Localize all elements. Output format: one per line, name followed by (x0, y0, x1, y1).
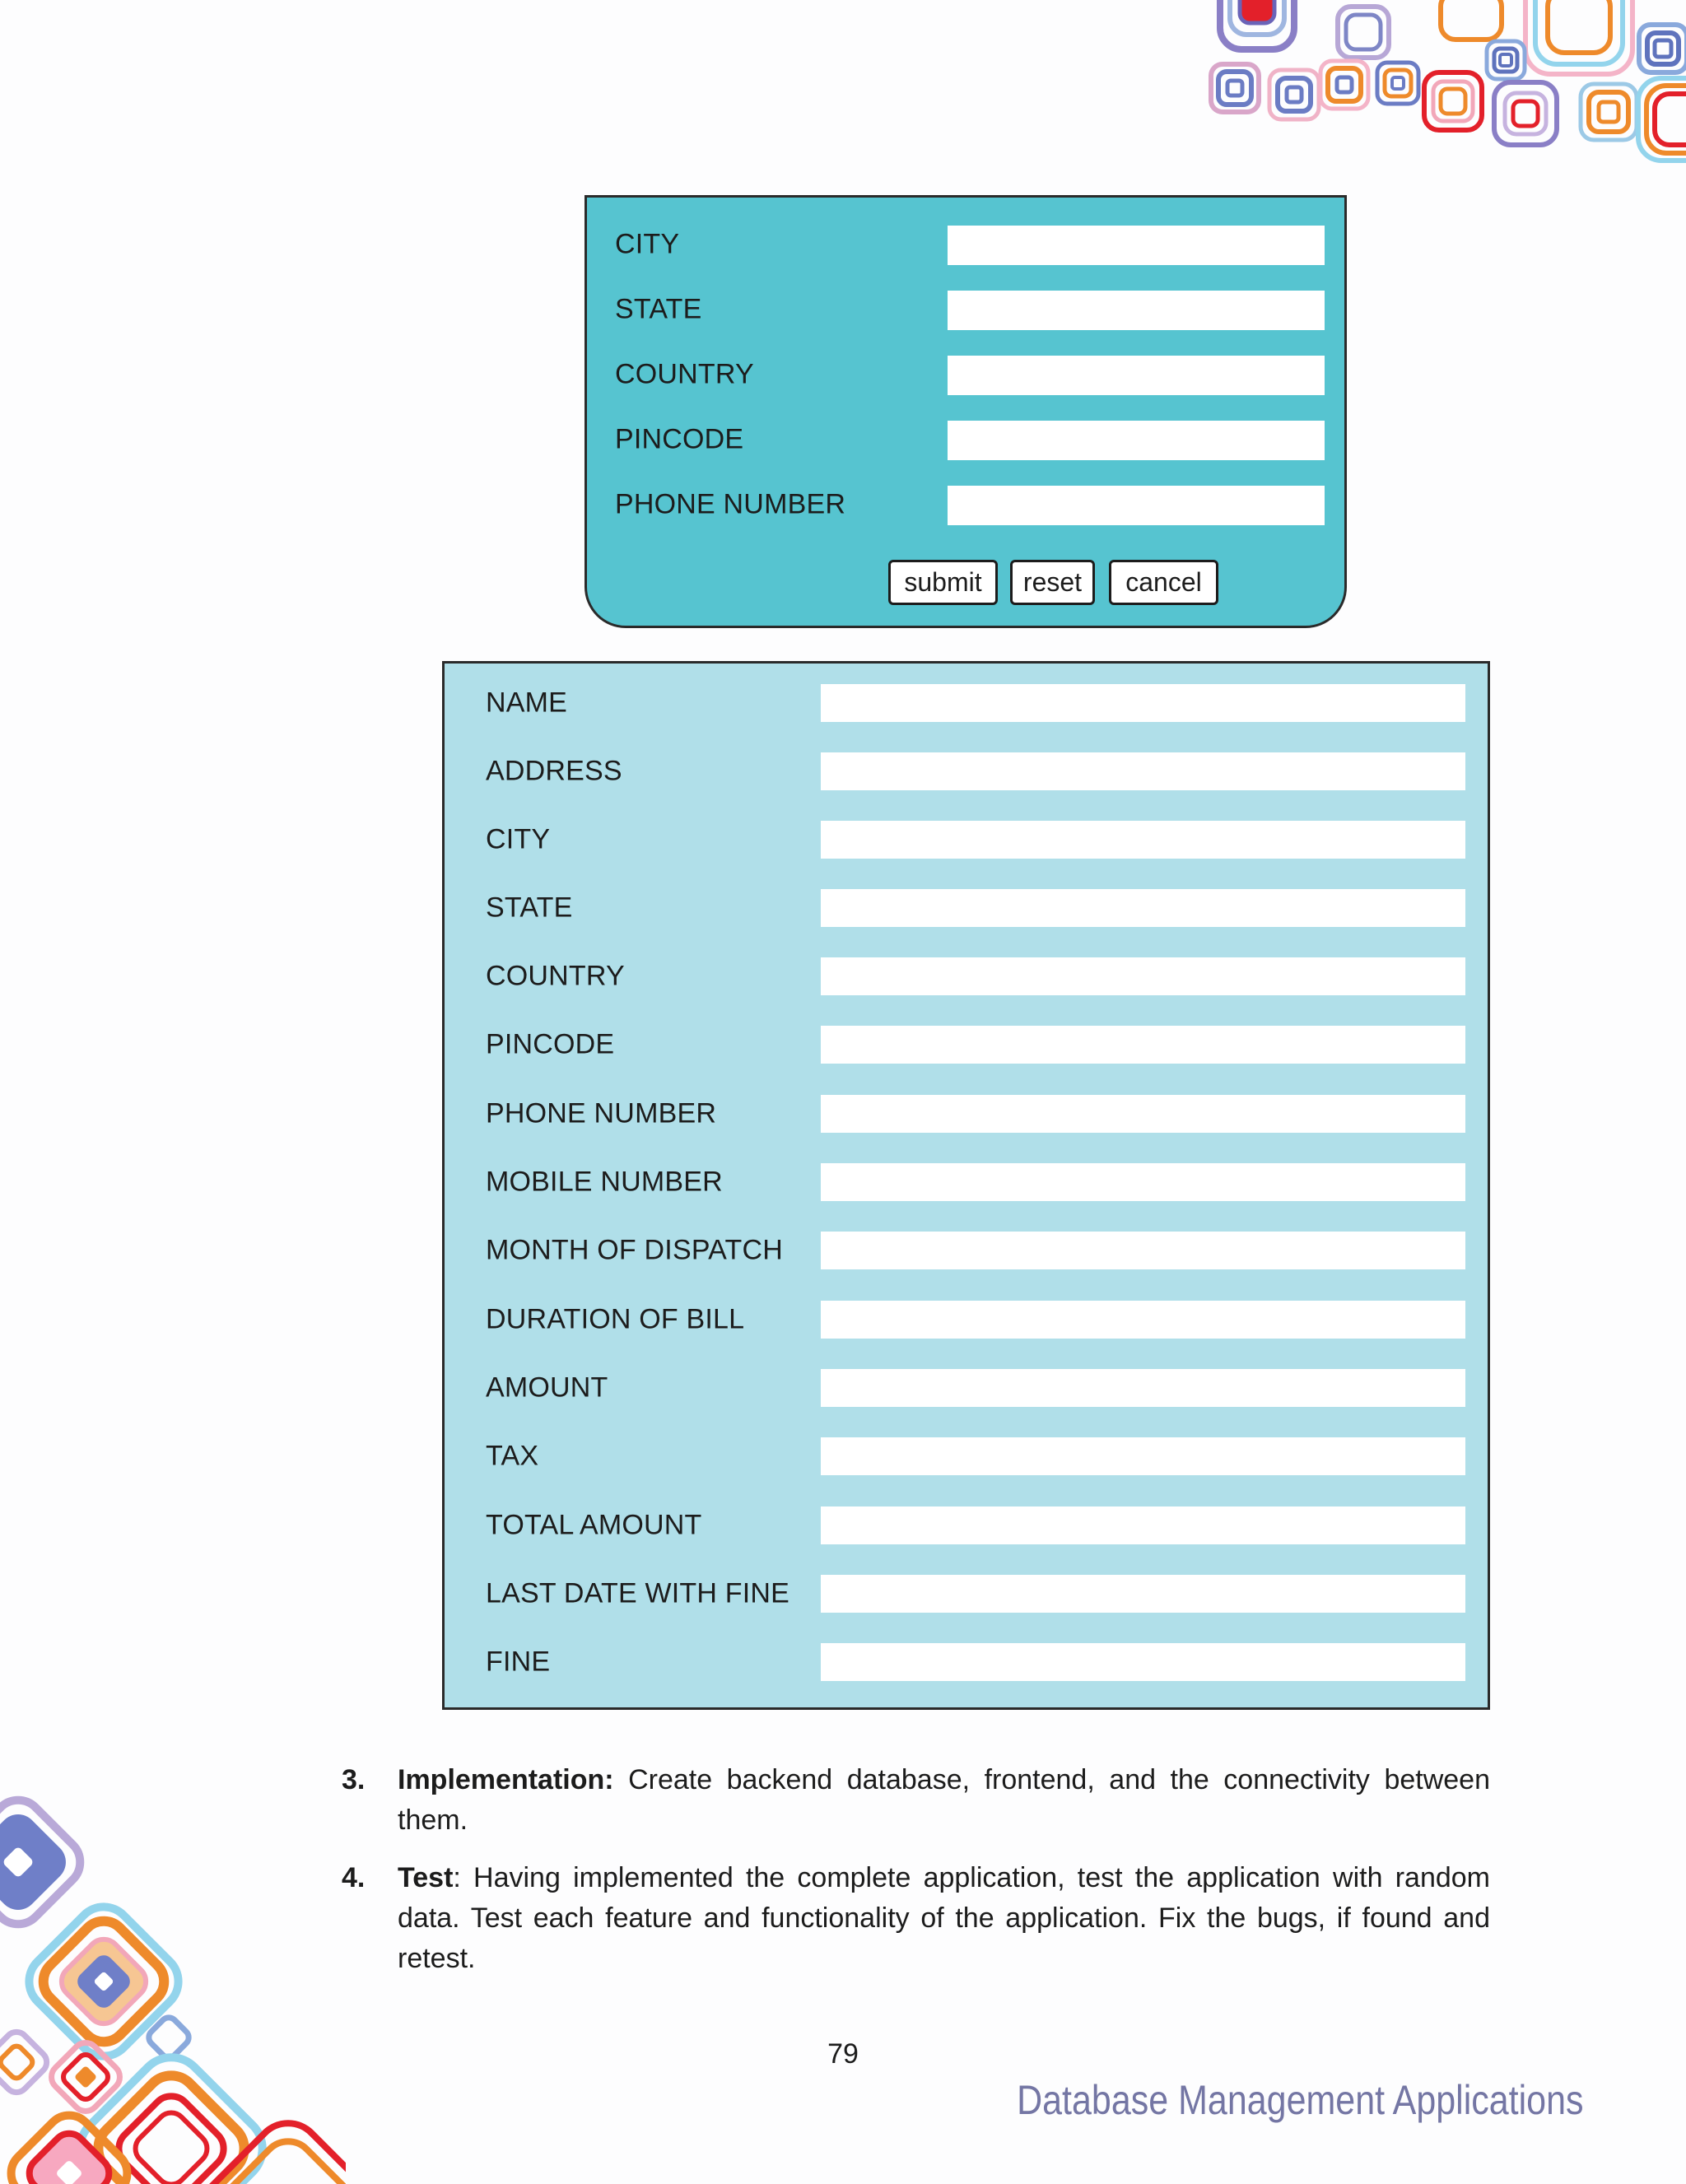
state-field[interactable] (821, 889, 1465, 927)
country-field[interactable] (948, 356, 1325, 395)
form-row-city (445, 821, 1488, 859)
form-row-fine (445, 1643, 1488, 1681)
form-row-address (445, 752, 1488, 790)
page-number: 79 (827, 2038, 859, 2070)
mobile-number-field[interactable] (821, 1163, 1465, 1201)
field-label: TOTAL AMOUNT (486, 1509, 702, 1541)
bill-form (442, 661, 1490, 1710)
decorative-squares-top-right (1202, 0, 1686, 165)
field-label: DURATION OF BILL (486, 1303, 745, 1335)
submit-button[interactable]: submit (888, 560, 998, 605)
field-label: FINE (486, 1646, 551, 1678)
field-label: MOBILE NUMBER (486, 1166, 723, 1198)
step-number: 4. (342, 1862, 366, 1893)
step-title: Implementation: (398, 1764, 614, 1795)
month-of-dispatch-field[interactable] (821, 1232, 1465, 1269)
city-field[interactable] (821, 821, 1465, 859)
form-row-phone-number (587, 486, 1344, 524)
form-row-last-date-with-fine (445, 1575, 1488, 1613)
step-text (398, 1858, 1490, 1979)
cancel-button[interactable]: cancel (1109, 560, 1218, 605)
step-list (342, 1760, 1490, 1996)
form-row-phone-number (445, 1095, 1488, 1133)
step-text (398, 1760, 1490, 1841)
form-row-tax (445, 1437, 1488, 1475)
phone-number-field[interactable] (821, 1095, 1465, 1133)
name-field[interactable] (821, 684, 1465, 722)
field-label: COUNTRY (615, 358, 754, 390)
state-field[interactable] (948, 291, 1325, 330)
decorative-diamonds-bottom-left (0, 1795, 346, 2184)
step-title: Test (398, 1862, 454, 1893)
address-form (585, 195, 1347, 628)
form-row-month-of-dispatch (445, 1232, 1488, 1269)
field-label: TAX (486, 1440, 539, 1472)
form-row-city (587, 226, 1344, 263)
step-description: Create backend database, frontend, and the connectivity between them. (398, 1764, 1490, 1836)
form-row-amount (445, 1369, 1488, 1407)
field-label: PINCODE (486, 1028, 615, 1060)
form-row-state (445, 889, 1488, 927)
form-row-pincode (587, 421, 1344, 459)
field-label: PINCODE (615, 423, 744, 455)
pincode-field[interactable] (948, 421, 1325, 460)
pincode-field[interactable] (821, 1026, 1465, 1064)
step-item (342, 1760, 1490, 1841)
field-label: AMOUNT (486, 1371, 608, 1404)
last-date-with-fine-field[interactable] (821, 1575, 1465, 1613)
form-row-total-amount (445, 1506, 1488, 1544)
country-field[interactable] (821, 957, 1465, 995)
form-row-mobile-number (445, 1163, 1488, 1201)
field-label: PHONE NUMBER (615, 488, 846, 520)
field-label: STATE (486, 892, 573, 924)
field-label: MONTH OF DISPATCH (486, 1234, 784, 1266)
form-row-state (587, 291, 1344, 328)
step-number: 3. (342, 1764, 366, 1795)
amount-field[interactable] (821, 1369, 1465, 1407)
form-row-pincode (445, 1026, 1488, 1064)
total-amount-field[interactable] (821, 1506, 1465, 1544)
phone-number-field[interactable] (948, 486, 1325, 525)
duration-of-bill-field[interactable] (821, 1301, 1465, 1339)
tax-field[interactable] (821, 1437, 1465, 1475)
address-field[interactable] (821, 752, 1465, 790)
fine-field[interactable] (821, 1643, 1465, 1681)
reset-button[interactable]: reset (1010, 560, 1095, 605)
field-label: CITY (486, 823, 551, 855)
field-label: NAME (486, 687, 568, 719)
step-item (342, 1858, 1490, 1979)
step-description: : Having implemented the complete application, test the application with random data. Test each feature and functionality of the application. Fix the bugs, if found and retest. (398, 1862, 1490, 1974)
city-field[interactable] (948, 226, 1325, 265)
field-label: PHONE NUMBER (486, 1097, 717, 1129)
field-label: ADDRESS (486, 755, 622, 787)
field-label: COUNTRY (486, 960, 625, 992)
form-row-name (445, 684, 1488, 722)
field-label: CITY (615, 228, 680, 260)
field-label: STATE (615, 293, 702, 325)
footer-title: Database Management Applications (1017, 2077, 1584, 2123)
field-label: LAST DATE WITH FINE (486, 1577, 790, 1609)
form-row-country (587, 356, 1344, 393)
form-row-country (445, 957, 1488, 995)
form-row-duration-of-bill (445, 1301, 1488, 1339)
